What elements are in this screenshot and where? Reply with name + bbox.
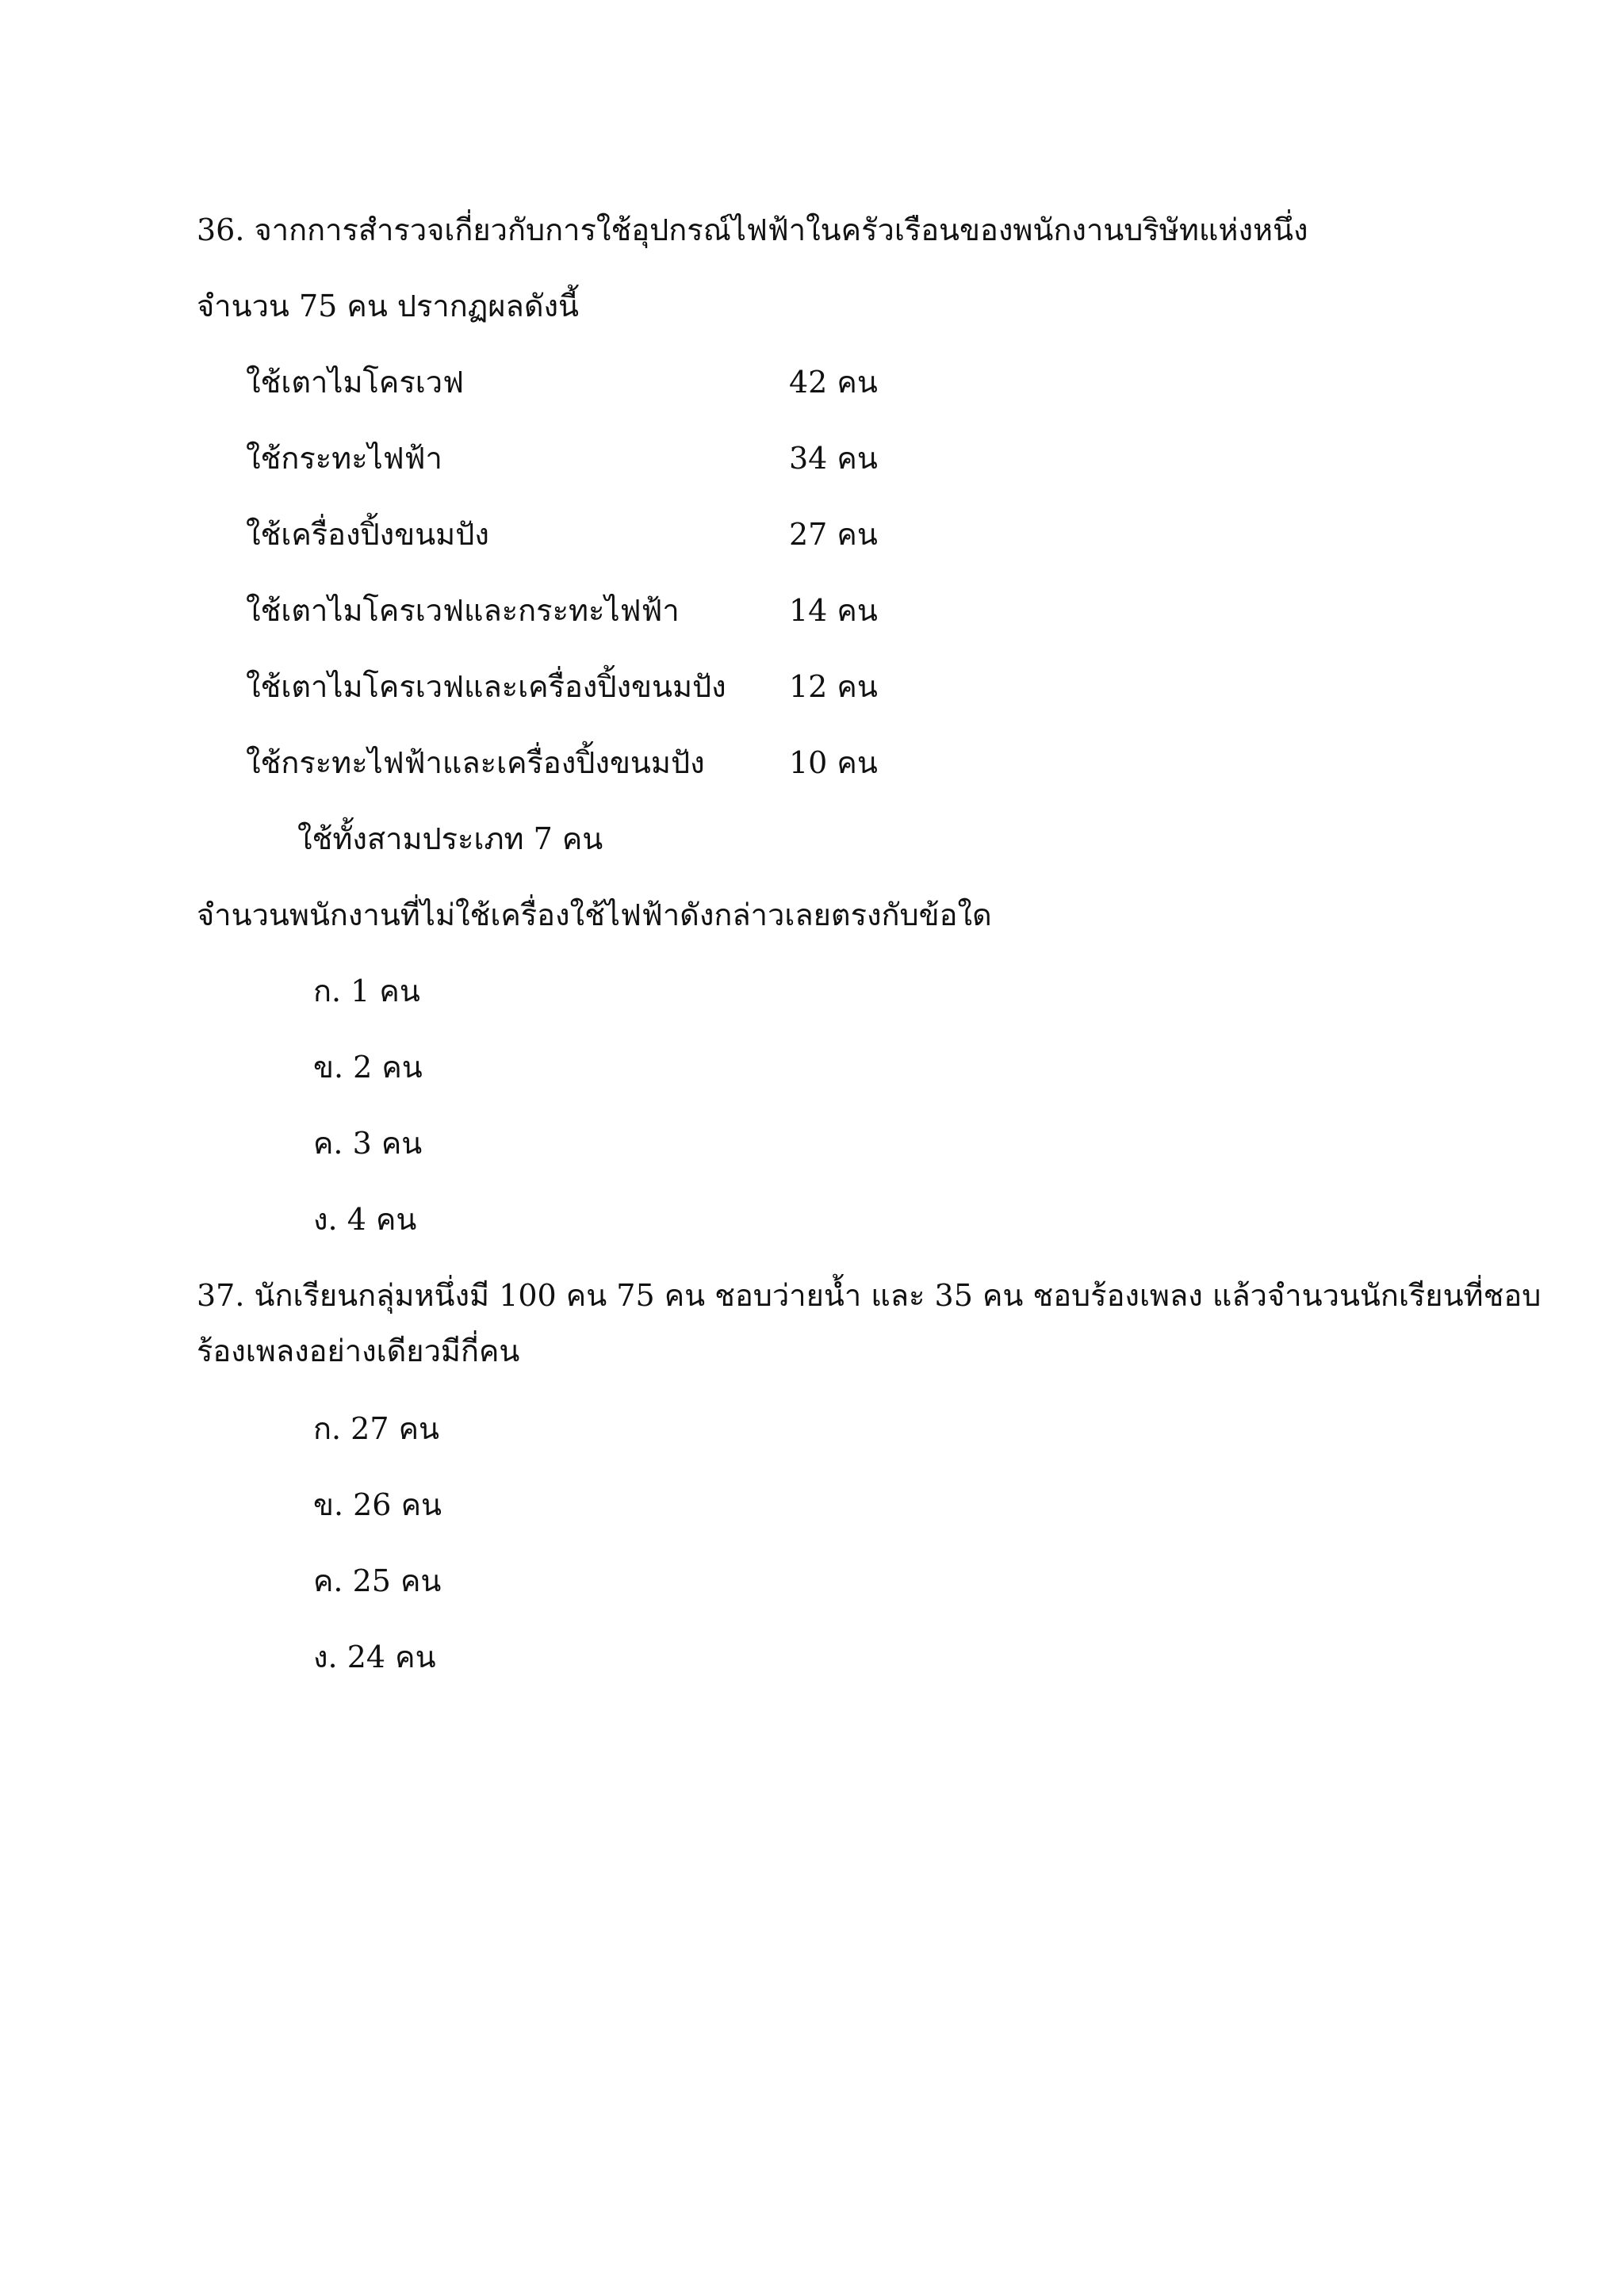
row-label: ใช้เครื่องปิ้งขนมปัง (246, 517, 489, 552)
row-count: 12 คน (789, 669, 878, 704)
row-label: ใช้กระทะไฟฟ้าและเครื่องปิ้งขนมปัง (246, 745, 705, 780)
row-label: ใช้เตาไมโครเวฟ (246, 365, 464, 400)
q36-choice-c: ค. 3 คน (313, 1126, 423, 1161)
q36-row-toaster (0, 515, 1624, 553)
q36-choice-b: ข. 2 คน (313, 1050, 423, 1085)
q36-row-microwave-pan (0, 591, 1624, 629)
q36-row-pan (0, 439, 1624, 477)
q37-choice-c: ค. 25 คน (313, 1563, 442, 1598)
row-count: 10 คน (789, 745, 878, 780)
q36-all-three: ใช้ทั้งสามประเภท 7 คน (297, 821, 603, 856)
row-count: 27 คน (789, 517, 878, 552)
q37-choice-a: ก. 27 คน (313, 1411, 439, 1446)
row-label: ใช้กระทะไฟฟ้า (246, 441, 442, 476)
q36-stem-line2: จำนวน 75 คน ปรากฏผลดังนี้ (197, 289, 580, 323)
q37-stem-line1: 37. นักเรียนกลุ่มหนึ่งมี 100 คน 75 คน ชอบว่ายน้ำ และ 35 คน ชอบร้องเพลง แล้วจำนวนนักเรียนที่ชอบ (197, 1278, 1542, 1313)
row-count: 34 คน (789, 441, 878, 476)
q36-question: จำนวนพนักงานที่ไม่ใช้เครื่องใช้ไฟฟ้าดังกล่าวเลยตรงกับข้อใด (197, 897, 992, 932)
q36-row-microwave (0, 363, 1624, 401)
row-label: ใช้เตาไมโครเวฟและกระทะไฟฟ้า (246, 593, 680, 628)
q37-choice-d: ง. 24 คน (313, 1640, 436, 1674)
row-label: ใช้เตาไมโครเวฟและเครื่องปิ้งขนมปัง (246, 669, 726, 704)
row-count: 14 คน (789, 593, 878, 628)
row-count: 42 คน (789, 365, 878, 400)
q36-row-microwave-toaster (0, 668, 1624, 706)
q36-choice-a: ก. 1 คน (313, 974, 420, 1008)
q36-row-pan-toaster (0, 744, 1624, 782)
q37-choice-b: ข. 26 คน (313, 1487, 442, 1522)
q37-stem-line2: ร้องเพลงอย่างเดียวมีกี่คน (197, 1334, 520, 1368)
q36-choice-d: ง. 4 คน (313, 1202, 417, 1237)
q36-stem-line1: 36. จากการสำรวจเกี่ยวกับการใช้อุปกรณ์ไฟฟ้าในครัวเรือนของพนักงานบริษัทแห่งหนึ่ง (197, 212, 1308, 247)
